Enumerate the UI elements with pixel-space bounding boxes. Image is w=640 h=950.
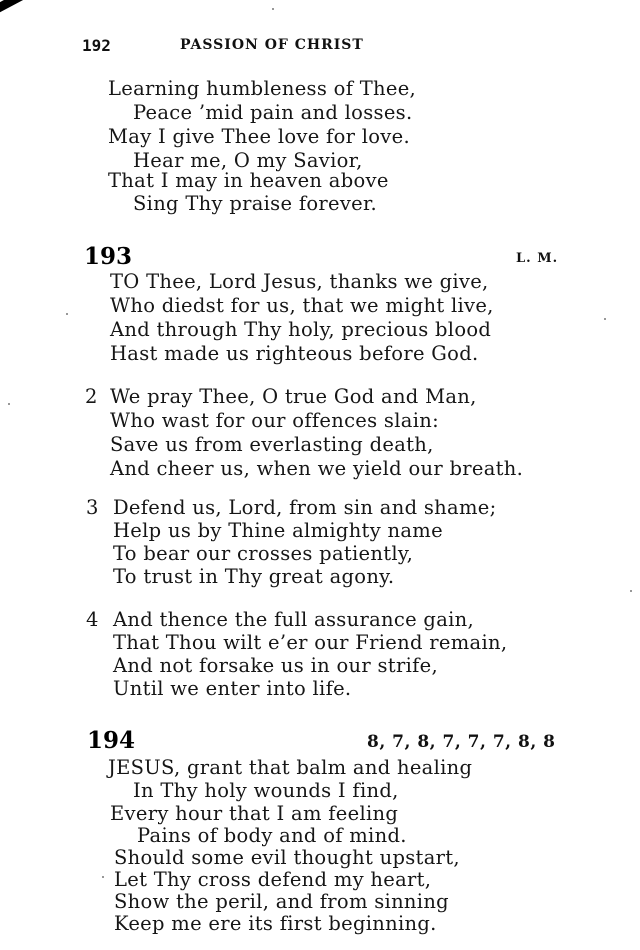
- hymn-number: 194: [87, 727, 136, 754]
- verse-line: Pains of body and of mind.: [137, 824, 407, 847]
- stanza-number: 3: [86, 496, 99, 519]
- verse-line: Until we enter into life.: [113, 677, 352, 700]
- verse-line: Show the peril, and from sinning: [114, 890, 449, 913]
- verse-line: Hear me, O my Savior,: [133, 149, 363, 172]
- verse-line: In Thy holy wounds I find,: [133, 779, 399, 802]
- verse-line: That Thou wilt e’er our Friend remain,: [113, 631, 508, 654]
- scan-speck: [66, 313, 68, 315]
- verse-line: To trust in Thy great agony.: [113, 565, 395, 588]
- verse-line: Who diedst for us, that we might live,: [110, 294, 494, 317]
- section-title: PASSION OF CHRIST: [180, 37, 364, 53]
- verse-line: To bear our crosses patiently,: [113, 542, 414, 565]
- verse-line: And not forsake us in our strife,: [113, 654, 438, 677]
- stanza-number: 2: [85, 385, 98, 408]
- hymn-number: 193: [84, 243, 133, 270]
- verse-line: Save us from everlasting death,: [110, 433, 434, 456]
- verse-line: JESUS, grant that balm and healing: [108, 756, 473, 779]
- verse-line: Every hour that I am feeling: [110, 802, 399, 825]
- scan-speck: [102, 876, 104, 878]
- scan-speck: [8, 403, 10, 405]
- verse-line: That I may in heaven above: [108, 169, 389, 192]
- verse-line: TO Thee, Lord Jesus, thanks we give,: [110, 270, 489, 293]
- verse-line: May I give Thee love for love.: [108, 125, 410, 148]
- hymn-meter: 8, 7, 8, 7, 7, 7, 8, 8: [367, 732, 556, 752]
- verse-line: Peace ’mid pain and losses.: [133, 101, 413, 124]
- verse-line: Keep me ere its first beginning.: [114, 912, 437, 935]
- hymn-meter: L. M.: [516, 251, 559, 266]
- page-number: 192: [82, 36, 111, 55]
- scan-speck: [272, 8, 274, 10]
- verse-line: Defend us, Lord, from sin and shame;: [113, 496, 497, 519]
- stanza-number: 4: [86, 608, 99, 631]
- verse-line: Sing Thy praise forever.: [133, 192, 377, 215]
- verse-line: Help us by Thine almighty name: [113, 519, 443, 542]
- verse-line: Who wast for our offences slain:: [110, 409, 439, 432]
- verse-line: And thence the full assurance gain,: [113, 608, 475, 631]
- verse-line: Should some evil thought upstart,: [114, 846, 460, 869]
- verse-line: We pray Thee, O true God and Man,: [110, 385, 477, 408]
- verse-line: And cheer us, when we yield our breath.: [110, 457, 524, 480]
- running-head: [0, 36, 640, 60]
- verse-line: Learning humbleness of Thee,: [108, 77, 417, 100]
- verse-line: Let Thy cross defend my heart,: [114, 868, 432, 891]
- scan-artifact-stroke: [0, 0, 45, 16]
- verse-line: Hast made us righteous before God.: [110, 342, 479, 365]
- scan-speck: [604, 318, 606, 320]
- verse-line: And through Thy holy, precious blood: [110, 318, 492, 341]
- scan-speck: [630, 590, 632, 592]
